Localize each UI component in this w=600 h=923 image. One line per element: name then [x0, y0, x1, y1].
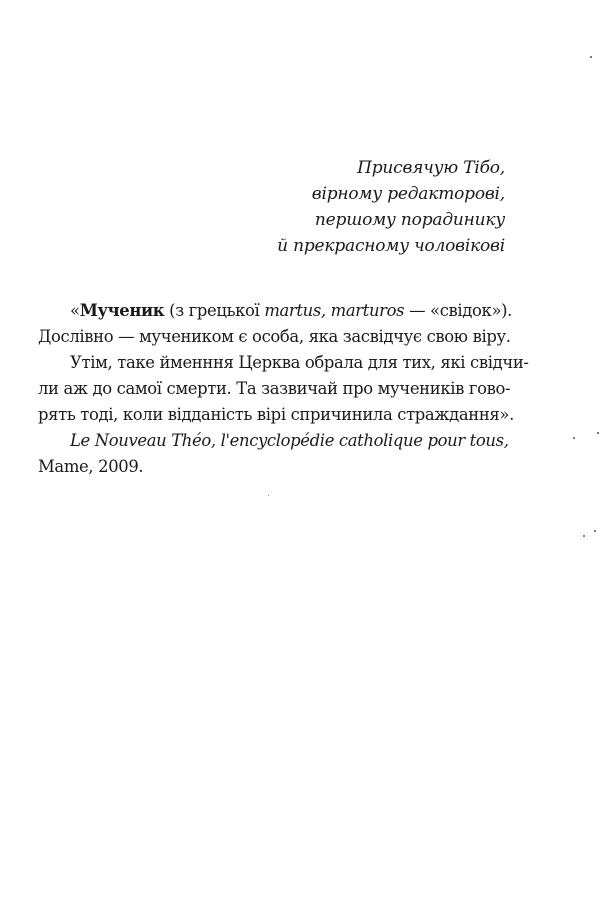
- greek-term: martus, marturos: [264, 301, 405, 320]
- scan-speck: [590, 56, 592, 58]
- source-publisher: Mame, 2009.: [38, 457, 144, 476]
- dedication-line: Присвячую Тібо,: [357, 158, 505, 178]
- dedication-line: вірному редакторові,: [311, 184, 505, 204]
- scan-speck: [583, 535, 585, 537]
- source-title: [38, 428, 508, 454]
- open-quote: «: [70, 301, 80, 320]
- etymology-intro: (з грецької: [164, 301, 265, 320]
- dedication-line: першому порадинику: [314, 210, 505, 230]
- scan-speck: [268, 495, 269, 496]
- dedication-line: й прекрасному чоловікові: [277, 236, 505, 256]
- dedication: [277, 155, 505, 259]
- source-title-text: Le Nouveau Théo, l'encyclopédie catholique pour tous,: [70, 431, 509, 450]
- epigraph-line: Дослівно — мучеником є особа, яка засвідчує свою віру.: [38, 327, 511, 346]
- scan-speck: [597, 432, 599, 434]
- scan-speck: [594, 530, 596, 532]
- term-martyr: Мученик: [79, 301, 165, 320]
- epigraph-definition-line: [38, 298, 513, 324]
- epigraph: [38, 298, 529, 480]
- epigraph-line: ли аж до самої смерти. Та зазвичай про мучеників гово-: [38, 379, 511, 398]
- epigraph-line: Утім, таке йменння Церква обрала для тих, які свідчи-: [70, 353, 529, 372]
- etymology-meaning: — «свідок»).: [404, 301, 513, 320]
- epigraph-line: рять тоді, коли відданість вірі спричинила страждання».: [38, 405, 514, 424]
- scan-speck: [573, 437, 575, 439]
